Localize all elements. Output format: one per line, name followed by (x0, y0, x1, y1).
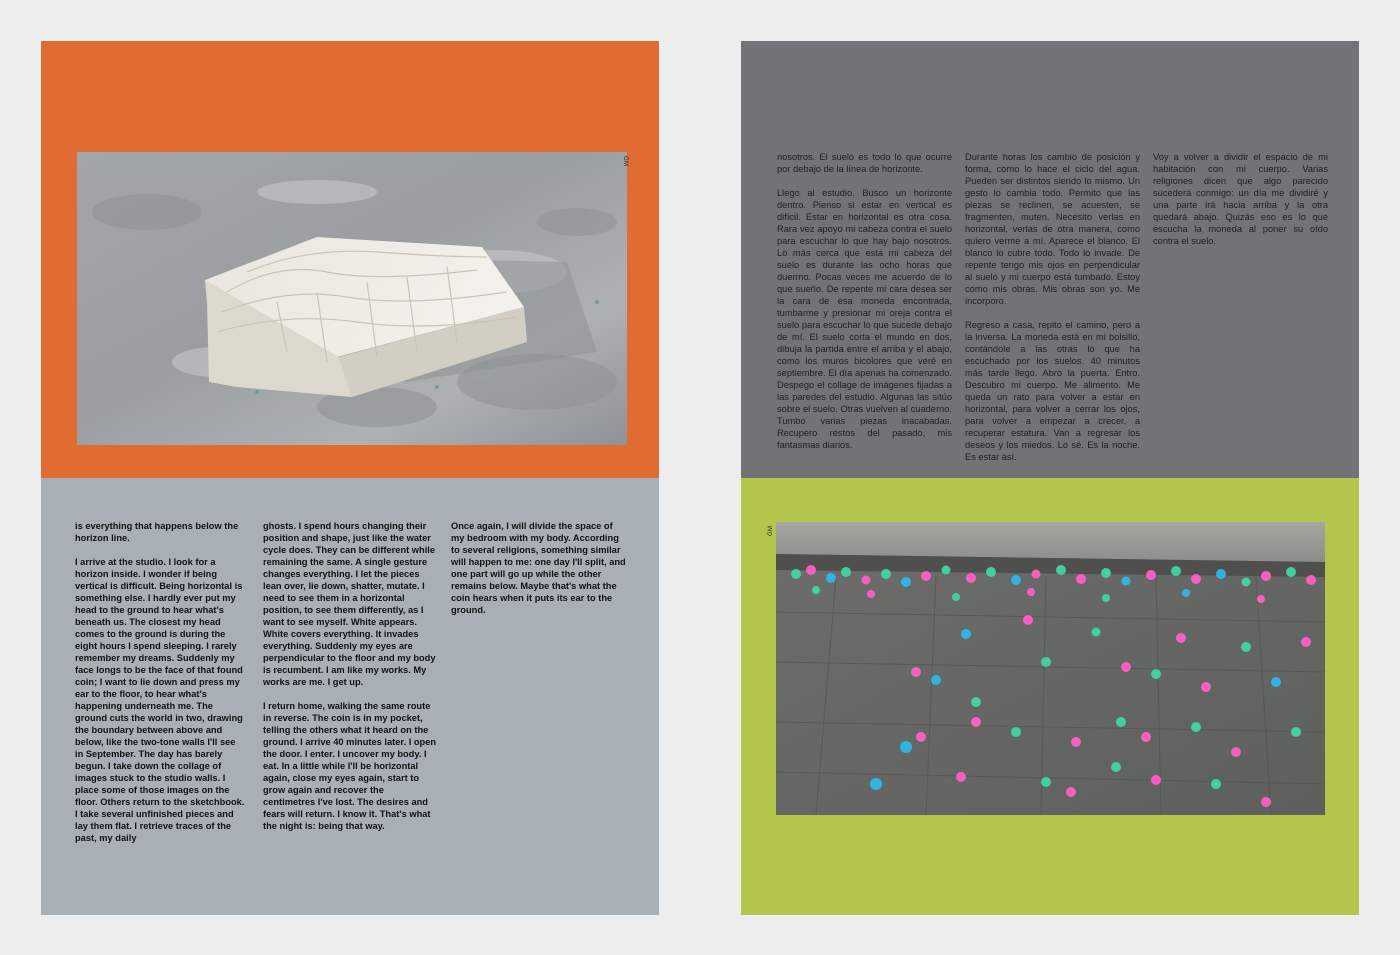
spanish-text-column-1 (777, 151, 952, 463)
english-paragraph: Once again, I will divide the space of my bedroom with my body. According to several religions, something similar will happen to me: one day I'll split, and one part will go up while the other remains below. Maybe that's what the coin hears when it puts its ear to the ground. (451, 521, 626, 615)
english-paragraph: is everything that happens below the horizon line. (75, 521, 239, 543)
english-paragraph: I arrive at the studio. I look for a horizon inside. I wonder if being vertical is difficult. Being horizontal is something else. I hardly ever put my head to the ground to hear what's beneath us. The closest my head comes to the ground is during the eight hours I spend sleeping. I rarely remember my dreams. Suddenly my face longs to be the face of that found coin; I want to lie down and press my ear to the floor, to hear what's happening underneath me. The ground cuts the world in two, drawing the boundary between above and below, like the two-tone walls I'll see in September. The day has barely begun. I take down the collage of images stuck to the studio walls. I place some of those images on the floor. Others return to the sketchbook. I take several unfinished pieces and lay them flat. I retrieve traces of the past, my daily (75, 557, 245, 843)
english-text-column-3 (451, 520, 626, 628)
photo-credit-left: GM (622, 156, 628, 167)
photo-credit-right: GM (768, 525, 774, 536)
left-page (41, 41, 659, 915)
spanish-text-column-2 (965, 151, 1140, 475)
english-paragraph: I return home, walking the same route in reverse. The coin is in my pocket, telling the others what it heard on the ground. I arrive 40 minutes later. I open the door. I enter. I uncover my body. I eat. In a little while I'll be horizontal again, close my eyes again, start to grow again and recover the centimetres I've lost. The desires and fears will return. I know it. That's what the night is: being that way. (263, 701, 437, 831)
english-text-column-1 (75, 520, 245, 856)
english-text-column-2 (263, 520, 438, 844)
spanish-paragraph: Durante horas los cambio de posición y forma, como lo hace el ciclo del agua. Pueden ser distintos siendo lo mismo. Un gesto lo cambia todo. Permito que las piezas se reclinen, se acuesten, se fragmenten, muten. Necesito verlas en horizontal, verlas de otra manera, como quiero verme a mí. Aparece el blanco. El blanco lo cubre todo. Todo lo invade. De repente tengo mis ojos en perpendicular al suelo y mi cuerpo está tumbado. Estoy como mis obras. Mis obras son yo. Me incorporo. (965, 152, 1140, 306)
spanish-paragraph: Regreso a casa, repito el camino, pero a la inversa. La moneda está en mi bolsillo, contándole a las otras lo que ha escuchado por los suelos. 40 minutos más tarde llego. Abro la puerta. Entro. Descubro mi cuerpo. Me alimento. Me queda un rato para volver a estar en horizontal, para volver a cerrar los ojos, para volver a empezar a crecer, a recuperar estatura. Van a regresar los deseos y los miedos. Lo sé. Es la noche. Es estar así. (965, 320, 1140, 462)
sculpture-photo-image (77, 152, 627, 445)
spanish-paragraph: nosotros. El suelo es todo lo que ocurre por debajo de la línea de horizonte. (777, 152, 952, 174)
sculpture-photo (77, 152, 627, 445)
spanish-text-column-3 (1153, 151, 1328, 259)
confetti-photo (776, 522, 1325, 815)
spanish-paragraph: Voy a volver a dividir el espacio de mi habitación con mi cuerpo. Varias religiones dicen que algo parecido sucederá conmigo: un día me dividiré y una parte irá hacia arriba y la otra quedará abajo. Quizás eso es lo que escucha la moneda al poner su oído contra el suelo. (1153, 152, 1328, 246)
right-page (741, 41, 1359, 915)
english-paragraph: ghosts. I spend hours changing their position and shape, just like the water cycle does. They can be different while remaining the same. A single gesture changes everything. I let the pieces lean over, lie down, shatter, mutate. I need to see them in a horizontal position, to see them differently, as I want to see myself. White appears. White covers everything. It invades everything. Suddenly my eyes are perpendicular to the floor and my body is recumbent. I am like my works. My works are me. I get up. (263, 521, 436, 687)
spanish-paragraph: Llego al estudio. Busco un horizonte dentro. Pienso si estar en vertical es difícil. Estar en horizontal es otra cosa. Rara vez apoyo mi cabeza contra el suelo para escuchar lo que hay bajo nosotros. Lo más cerca que está mi cabeza del suelo es durante las ocho horas que duermo. Pocas veces me acuerdo de lo que sueño. De repente mi cara desea ser la cara de esa moneda encontrada, tumbarme y presionar mi oreja contra el suelo para escuchar lo que sucede debajo de mí. El suelo corta el mundo en dos, dibuja la partida entre el arriba y el abajo, como los muros bicolores que veré en septiembre. El día apenas ha comenzado. Despego el collage de imágenes fijadas a las paredes del estudio. Algunas las sitúo sobre el suelo. Otras vuelven al cuaderno. Tumbo varias piezas inacabadas. Recupero restos del pasado, mis fantasmas diarios. (777, 188, 952, 450)
confetti-photo-image (776, 522, 1325, 815)
